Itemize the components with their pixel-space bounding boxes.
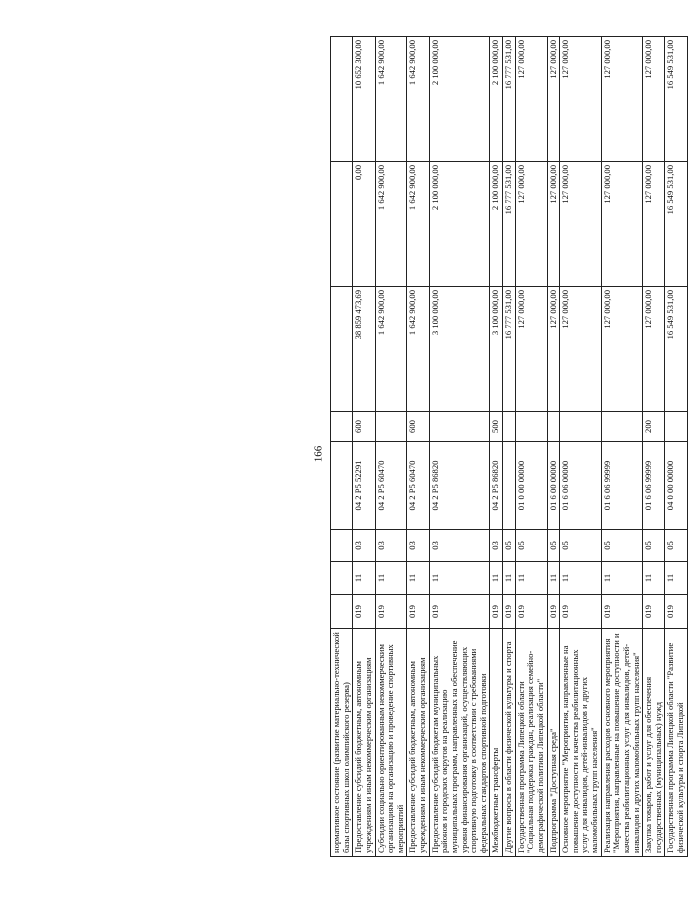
table-row [407, 37, 429, 857]
cell-name: Предоставление субсидий бюджетам муниципальных районов и городских округов на реализацию муниципальных программ, направленных на обеспечение уровня финансирования организаций, осуществляющих спортивную подготовку в соответствии с требованиями федеральных стандартов спортивной подготовки [429, 629, 490, 857]
cell-section: 11 [665, 562, 687, 595]
cell-amount-year3: 2 100 000,00 [490, 37, 503, 162]
cell-amount-year3: 127 000,00 [515, 37, 547, 162]
cell-amount-year3: 1 642 900,00 [407, 37, 429, 162]
cell-amount-year1: 1 642 900,00 [407, 287, 429, 412]
cell-admin-code: 019 [515, 595, 547, 629]
cell-amount-year2: 127 000,00 [547, 162, 560, 287]
cell-admin-code: 019 [560, 595, 602, 629]
cell-target-article: 04 0 00 00000 [665, 442, 687, 530]
cell-target-article: 01 0 00 00000 [515, 442, 547, 530]
cell-name: Другие вопросы в области физической культуры и спорта [503, 629, 516, 857]
cell-subsection [331, 530, 353, 562]
cell-amount-year2: 1 642 900,00 [375, 162, 407, 287]
cell-name: Государственная программа Липецкой области "Развитие физической культуры и спорта Липецкой [665, 629, 687, 857]
table-row [643, 37, 665, 857]
cell-admin-code: 019 [429, 595, 490, 629]
table-row [515, 37, 547, 857]
cell-amount-year3: 16 777 531,00 [503, 37, 516, 162]
cell-name: Основное мероприятие "Мероприятия, направленные на повышение доступности и качества реабилитационных услуг для инвалидов, детей-инвалидов и других маломобильных групп населения" [560, 629, 602, 857]
cell-target-article: 01 6 00 00000 [547, 442, 560, 530]
cell-amount-year2: 16 777 531,00 [503, 162, 516, 287]
cell-target-article: 04 2 P5 60470 [375, 442, 407, 530]
cell-admin-code: 019 [503, 595, 516, 629]
cell-amount-year2: 1 642 900,00 [407, 162, 429, 287]
cell-expense-type [665, 412, 687, 442]
cell-subsection: 03 [429, 530, 490, 562]
table-row [547, 37, 560, 857]
cell-amount-year3: 127 000,00 [560, 37, 602, 162]
cell-amount-year1: 38 859 473,69 [353, 287, 375, 412]
cell-section: 11 [503, 562, 516, 595]
cell-name: Реализация направления расходов основного мероприятия "Мероприятия, направленные на повышение доступности и качества реабилитационных услуг для инвалидов, детей-инвалидов и других маломобильных групп населения" [601, 629, 643, 857]
cell-amount-year3: 16 549 531,00 [665, 37, 687, 162]
cell-expense-type [560, 412, 602, 442]
cell-amount-year1: 3 100 000,00 [429, 287, 490, 412]
cell-section [331, 562, 353, 595]
cell-amount-year2: 2 100 000,00 [429, 162, 490, 287]
cell-target-article: 01 6 06 99999 [643, 442, 665, 530]
cell-expense-type [429, 412, 490, 442]
cell-subsection: 03 [490, 530, 503, 562]
cell-name: Субсидии социально ориентированным некоммерческим организациям на организацию и проведение спортивных мероприятий [375, 629, 407, 857]
cell-amount-year1: 127 000,00 [560, 287, 602, 412]
cell-section: 11 [407, 562, 429, 595]
cell-target-article: 01 6 06 00000 [560, 442, 602, 530]
cell-amount-year3: 127 000,00 [547, 37, 560, 162]
budget-table [330, 36, 688, 857]
cell-section: 11 [643, 562, 665, 595]
table-row [331, 37, 353, 857]
table-row [560, 37, 602, 857]
table-row [353, 37, 375, 857]
cell-amount-year1: 127 000,00 [601, 287, 643, 412]
cell-amount-year3: 2 100 000,00 [429, 37, 490, 162]
cell-amount-year3 [331, 37, 353, 162]
cell-admin-code: 019 [490, 595, 503, 629]
cell-section: 11 [515, 562, 547, 595]
cell-section: 11 [490, 562, 503, 595]
cell-target-article: 04 2 P5 86820 [490, 442, 503, 530]
cell-expense-type [503, 412, 516, 442]
cell-amount-year2: 127 000,00 [643, 162, 665, 287]
cell-amount-year2: 127 000,00 [560, 162, 602, 287]
cell-target-article: 04 2 P5 60470 [407, 442, 429, 530]
cell-target-article: 01 6 06 99999 [601, 442, 643, 530]
cell-amount-year1: 16 549 531,00 [665, 287, 687, 412]
cell-section: 11 [429, 562, 490, 595]
table-row [429, 37, 490, 857]
cell-amount-year2: 2 100 000,00 [490, 162, 503, 287]
cell-amount-year2: 0,00 [353, 162, 375, 287]
cell-admin-code: 019 [665, 595, 687, 629]
table-row [375, 37, 407, 857]
cell-expense-type [331, 412, 353, 442]
cell-section: 11 [547, 562, 560, 595]
table-row [665, 37, 687, 857]
cell-subsection: 05 [503, 530, 516, 562]
cell-subsection: 03 [353, 530, 375, 562]
cell-target-article: 04 2 P5 86820 [429, 442, 490, 530]
cell-subsection: 05 [643, 530, 665, 562]
cell-amount-year2: 127 000,00 [601, 162, 643, 287]
cell-admin-code: 019 [407, 595, 429, 629]
cell-amount-year3: 127 000,00 [643, 37, 665, 162]
cell-name: Закупка товаров, работ и услуг для обеспечения государственных (муниципальных) нужд [643, 629, 665, 857]
cell-admin-code: 019 [601, 595, 643, 629]
cell-admin-code: 019 [643, 595, 665, 629]
cell-target-article [331, 442, 353, 530]
cell-amount-year2 [331, 162, 353, 287]
cell-amount-year3: 10 652 300,00 [353, 37, 375, 162]
cell-subsection: 05 [547, 530, 560, 562]
cell-name: Подпрограмма "Доступная среда" [547, 629, 560, 857]
cell-admin-code: 019 [375, 595, 407, 629]
cell-amount-year1: 3 100 000,00 [490, 287, 503, 412]
cell-amount-year3: 127 000,00 [601, 37, 643, 162]
cell-name: Предоставление субсидий бюджетным, автономным учреждениям и иным некоммерческим организациям [407, 629, 429, 857]
cell-name: Межбюджетные трансферты [490, 629, 503, 857]
cell-expense-type: 500 [490, 412, 503, 442]
rotated-table-container [330, 37, 688, 857]
cell-amount-year1: 16 777 531,00 [503, 287, 516, 412]
cell-subsection: 05 [601, 530, 643, 562]
cell-subsection: 05 [665, 530, 687, 562]
cell-expense-type [601, 412, 643, 442]
cell-expense-type: 200 [643, 412, 665, 442]
cell-subsection: 05 [515, 530, 547, 562]
table-body [331, 37, 688, 857]
cell-expense-type [547, 412, 560, 442]
cell-target-article [503, 442, 516, 530]
cell-name: Государственная программа Липецкой области "Социальная поддержка граждан, реализация семейно-демографической политики Липецкой области" [515, 629, 547, 857]
cell-section: 11 [601, 562, 643, 595]
cell-amount-year1 [331, 287, 353, 412]
cell-amount-year1: 1 642 900,00 [375, 287, 407, 412]
cell-admin-code: 019 [353, 595, 375, 629]
cell-admin-code: 019 [547, 595, 560, 629]
cell-expense-type: 600 [353, 412, 375, 442]
cell-section: 11 [353, 562, 375, 595]
cell-expense-type: 600 [407, 412, 429, 442]
cell-name: Предоставление субсидий бюджетным, автономным учреждениям и иным некоммерческим организациям [353, 629, 375, 857]
cell-subsection: 03 [375, 530, 407, 562]
cell-amount-year2: 127 000,00 [515, 162, 547, 287]
cell-target-article: 04 2 P5 52291 [353, 442, 375, 530]
table-row [601, 37, 643, 857]
cell-amount-year1: 127 000,00 [515, 287, 547, 412]
cell-expense-type [375, 412, 407, 442]
table-row [503, 37, 516, 857]
cell-subsection: 05 [560, 530, 602, 562]
cell-amount-year2: 16 549 531,00 [665, 162, 687, 287]
cell-section: 11 [560, 562, 602, 595]
cell-amount-year1: 127 000,00 [643, 287, 665, 412]
cell-amount-year1: 127 000,00 [547, 287, 560, 412]
page-number: 166 [312, 445, 325, 463]
cell-expense-type [515, 412, 547, 442]
cell-name: нормативное состояние (развитие материально-технической базы спортивных школ олимпийского резерва) [331, 629, 353, 857]
cell-admin-code [331, 595, 353, 629]
cell-section: 11 [375, 562, 407, 595]
cell-amount-year3: 1 642 900,00 [375, 37, 407, 162]
table-row [490, 37, 503, 857]
cell-subsection: 03 [407, 530, 429, 562]
